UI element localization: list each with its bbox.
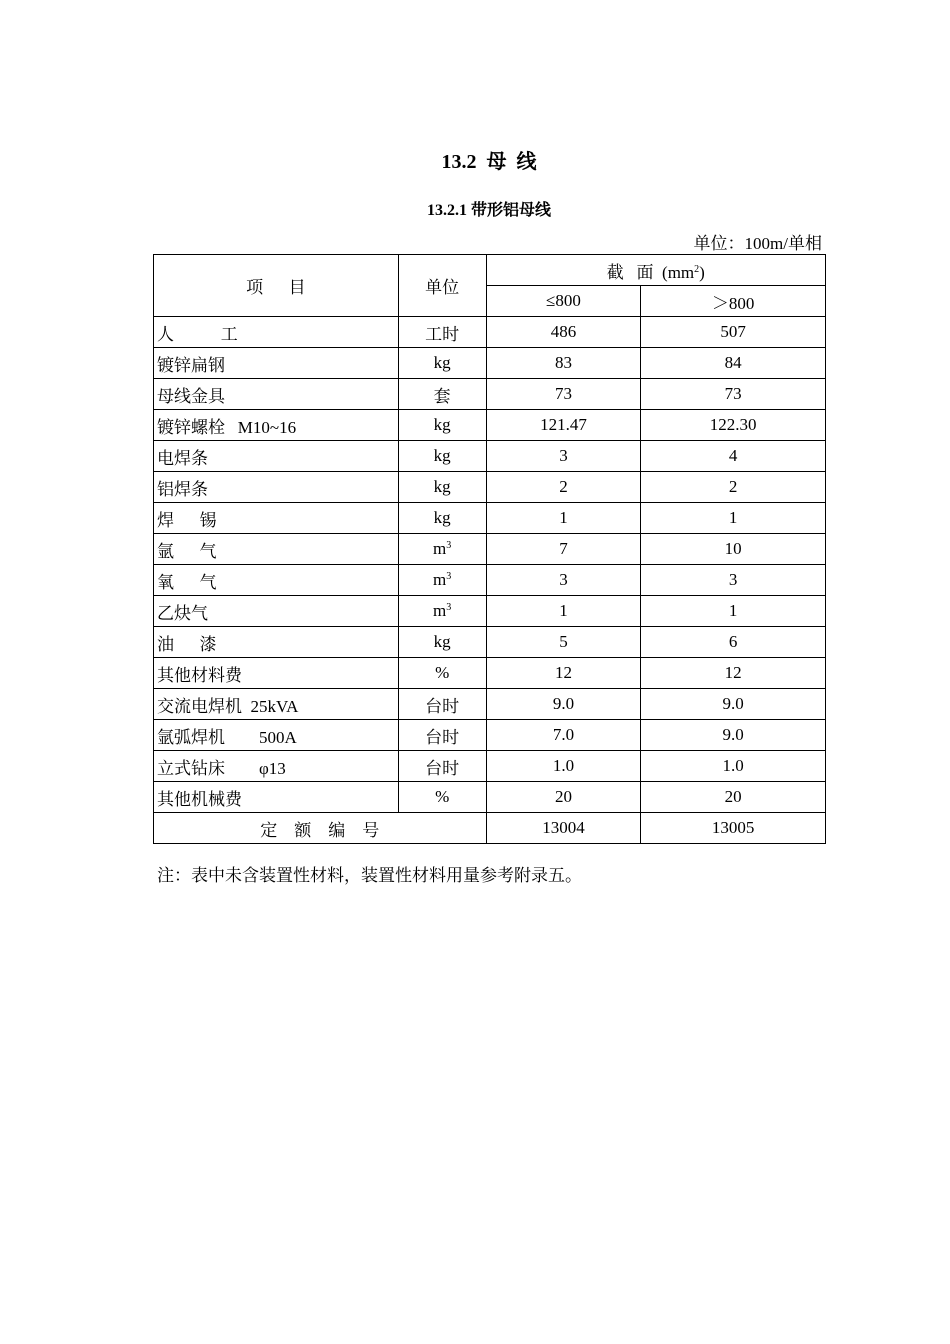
header-section [486,255,825,286]
header-col1: ≤800 [486,286,641,317]
row-item: 氩弧焊机 500A [154,720,399,751]
row-value-2: 507 [641,317,826,348]
row-value-1: 1 [486,596,641,627]
row-value-2: 122.30 [641,410,826,441]
header-unit: 单位 [398,255,486,317]
row-unit [398,565,486,596]
row-unit-text: m [433,539,447,558]
row-value-1: 20 [486,782,641,813]
row-unit [398,658,486,689]
row-value-1: 9.0 [486,689,641,720]
row-value-2: 6 [641,627,826,658]
footer-value-2: 13005 [641,813,826,844]
row-item: 母线金具 [154,379,399,410]
footer-label: 定 额 编 号 [154,813,487,844]
row-value-1: 2 [486,472,641,503]
row-unit-sup: 3 [446,540,452,551]
row-item: 立式钻床 φ13 [154,751,399,782]
row-unit-sup: 3 [446,571,452,582]
section-title: 13.2 母 线 [441,151,537,173]
row-item: 氧 气 [154,565,399,596]
row-unit [398,379,486,410]
row-value-1: 73 [486,379,641,410]
row-value-1: 1 [486,503,641,534]
row-unit-text: kg [433,477,451,496]
row-unit [398,627,486,658]
row-value-2: 84 [641,348,826,379]
row-unit-text: 工时 [425,324,460,344]
row-item: 氩 气 [154,534,399,565]
row-value-1: 5 [486,627,641,658]
table-header-row [154,255,826,286]
table-row [154,410,826,441]
table-row [154,689,826,720]
row-value-1: 3 [486,565,641,596]
row-unit-text: m [433,570,447,589]
table-row [154,348,826,379]
row-value-2: 9.0 [641,720,826,751]
row-value-2: 1.0 [641,751,826,782]
row-item: 人 工 [154,317,399,348]
table-footer-row [154,813,826,844]
row-value-1: 3 [486,441,641,472]
row-unit [398,317,486,348]
row-unit [398,534,486,565]
row-unit-text: 台时 [425,758,460,778]
row-unit [398,689,486,720]
row-unit [398,782,486,813]
row-value-1: 83 [486,348,641,379]
quota-table [153,254,826,844]
row-value-2: 1 [641,503,826,534]
table-row [154,565,826,596]
table-row [154,596,826,627]
table-row [154,627,826,658]
row-value-2: 12 [641,658,826,689]
row-item: 油 漆 [154,627,399,658]
row-value-1: 121.47 [486,410,641,441]
row-unit [398,348,486,379]
row-unit [398,472,486,503]
row-item: 其他机械费 [154,782,399,813]
row-value-2: 3 [641,565,826,596]
row-unit-text: kg [433,508,451,527]
row-unit-text: kg [433,415,451,434]
row-unit [398,751,486,782]
row-unit-text: kg [433,353,451,372]
table-row [154,751,826,782]
row-unit-text: kg [433,446,451,465]
header-section-sup: 2 [694,263,700,275]
row-unit-text: % [435,663,450,682]
row-value-1: 1.0 [486,751,641,782]
row-value-2: 10 [641,534,826,565]
row-item: 电焊条 [154,441,399,472]
row-unit-text: 台时 [425,696,460,716]
table-row [154,472,826,503]
footer-value-1: 13004 [486,813,641,844]
row-unit [398,596,486,627]
row-unit [398,503,486,534]
row-value-2: 9.0 [641,689,826,720]
header-col2: ＞800 [641,286,826,317]
header-section-label: 截 面 (mm [606,262,695,282]
row-value-1: 486 [486,317,641,348]
row-value-2: 1 [641,596,826,627]
table-row [154,503,826,534]
row-unit-text: 台时 [425,727,460,747]
row-unit-text: m [433,601,447,620]
table-row [154,658,826,689]
table-row [154,379,826,410]
row-unit-text: 套 [433,386,451,406]
row-unit-text: % [435,787,450,806]
table-row [154,317,826,348]
table-row [154,534,826,565]
row-value-1: 7.0 [486,720,641,751]
row-item: 乙炔气 [154,596,399,627]
table-body [154,317,826,813]
row-value-1: 12 [486,658,641,689]
header-item: 项 目 [154,255,399,317]
row-value-2: 4 [641,441,826,472]
unit-label: 单位：100m/单相 [693,234,822,253]
subsection-title: 13.2.1 带形铝母线 [426,202,551,219]
row-value-2: 20 [641,782,826,813]
row-item: 焊 锡 [154,503,399,534]
row-value-2: 73 [641,379,826,410]
row-unit-text: kg [433,632,451,651]
row-value-2: 2 [641,472,826,503]
row-unit-sup: 3 [446,602,452,613]
row-item: 交流电焊机 25kVA [154,689,399,720]
table-row [154,720,826,751]
row-item: 铝焊条 [154,472,399,503]
row-item: 其他材料费 [154,658,399,689]
row-unit [398,720,486,751]
row-unit [398,441,486,472]
table-row [154,782,826,813]
table-row [154,441,826,472]
row-value-1: 7 [486,534,641,565]
row-unit [398,410,486,441]
row-item: 镀锌螺栓 M10~16 [154,410,399,441]
row-item: 镀锌扁钢 [154,348,399,379]
header-section-close: ) [699,262,705,282]
table-note: 注：表中未含装置性材料，装置性材料用量参考附录五。 [157,866,582,885]
